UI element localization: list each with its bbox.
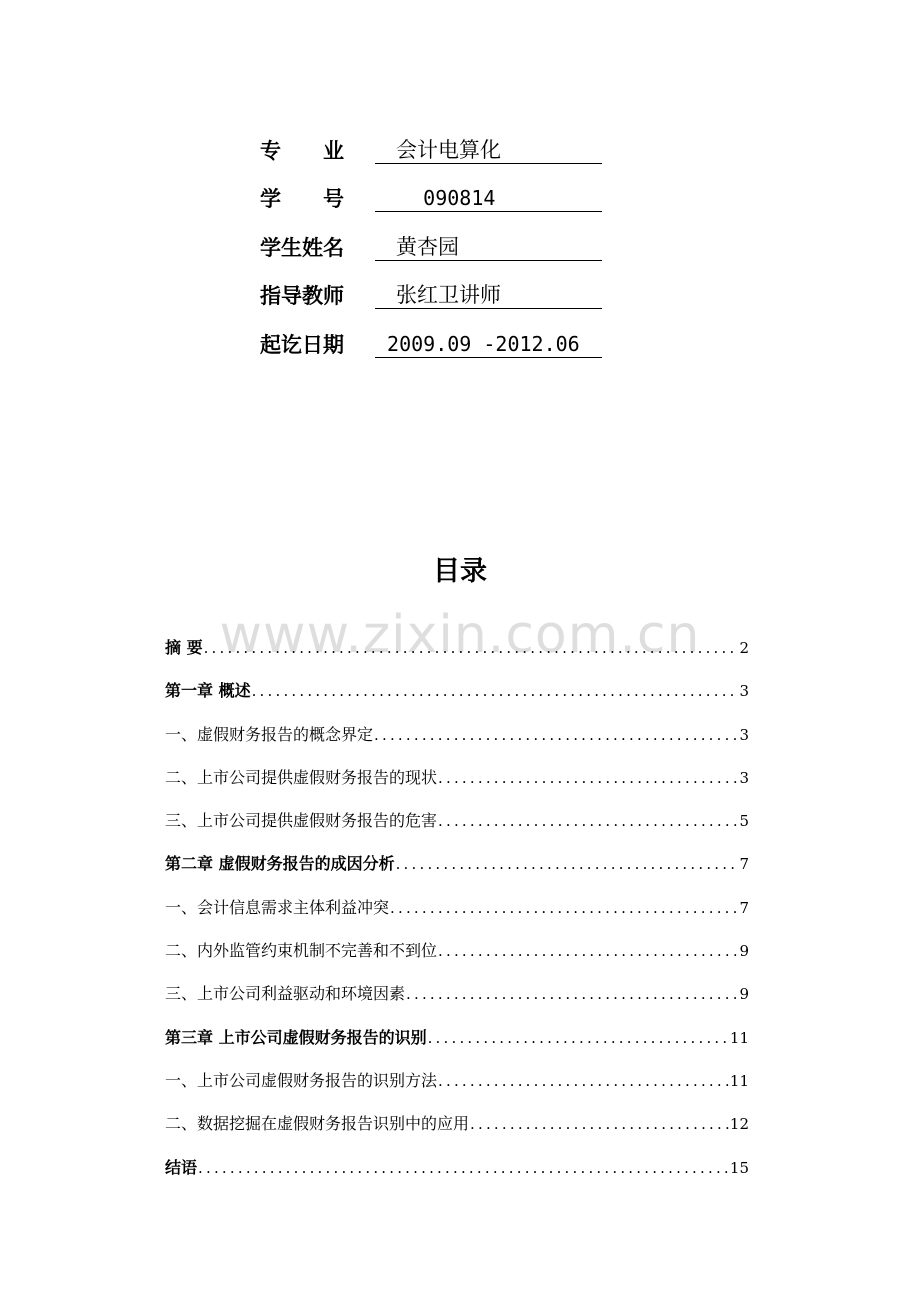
toc-leader-dots (470, 1109, 729, 1139)
toc-page-number: 15 (729, 1158, 749, 1177)
toc-page-number: 3 (739, 682, 749, 701)
info-label-student-name: 学生姓名 (260, 235, 344, 260)
info-label-advisor: 指导教师 (260, 284, 344, 308)
toc-item-2-3[interactable] (165, 979, 749, 1022)
toc-item-1-1[interactable] (165, 720, 749, 763)
toc-item-1-2[interactable] (165, 763, 749, 806)
toc-page-number: 3 (739, 768, 749, 787)
info-value-student-id: 090814 (375, 185, 602, 212)
toc-page-number: 12 (729, 1115, 749, 1134)
info-row-student-id (260, 164, 602, 213)
toc-page-number: 9 (739, 942, 749, 961)
toc-page-number: 5 (739, 812, 749, 831)
info-label-date-range: 起讫日期 (260, 332, 344, 357)
toc-page-number: 11 (729, 1071, 749, 1090)
toc-item-3-2[interactable] (165, 1109, 749, 1152)
info-value-student-name: 黄杏园 (375, 234, 602, 261)
toc-leader-dots (252, 676, 739, 706)
toc-page-number: 3 (739, 725, 749, 744)
toc-leader-dots (374, 720, 738, 750)
toc-item-text: 摘 要 (165, 638, 203, 657)
toc-item-conclusion[interactable] (165, 1153, 749, 1196)
toc-item-text: 第三章 上市公司虚假财务报告的识别 (165, 1027, 427, 1047)
toc-item-text: 第一章 概述 (165, 681, 251, 701)
toc-item-chapter-2[interactable] (165, 849, 749, 892)
toc-item-1-3[interactable] (165, 806, 749, 849)
toc-leader-dots (406, 979, 738, 1009)
info-row-advisor (260, 261, 602, 310)
toc-leader-dots (438, 806, 738, 836)
toc-leader-dots (390, 893, 738, 923)
toc-leader-dots (198, 1153, 729, 1183)
toc-leader-dots (438, 763, 738, 793)
toc-item-abstract[interactable] (165, 633, 749, 676)
toc-item-text: 三、上市公司提供虚假财务报告的危害 (165, 811, 438, 831)
toc-item-text: 第二章 虚假财务报告的成因分析 (165, 854, 395, 874)
info-value-major: 会计电算化 (375, 137, 602, 164)
toc-leader-dots (438, 936, 738, 966)
toc-page-number: 7 (739, 855, 749, 874)
toc-item-text: 一、上市公司虚假财务报告的识别方法 (165, 1070, 438, 1090)
info-value-date-range: 2009.09 -2012.06 (375, 331, 602, 358)
table-of-contents (165, 633, 749, 1196)
toc-item-3-1[interactable] (165, 1066, 749, 1109)
toc-page-number: 2 (739, 639, 749, 657)
toc-item-text: 一、会计信息需求主体利益冲突 (165, 897, 390, 917)
toc-page-number: 11 (729, 1028, 749, 1047)
toc-item-text: 二、上市公司提供虚假财务报告的现状 (165, 767, 438, 787)
info-row-major (260, 115, 602, 164)
toc-item-text: 三、上市公司利益驱动和环境因素 (165, 984, 406, 1004)
info-value-advisor: 张红卫讲师 (375, 282, 602, 309)
info-label-student-id: 学 号 (260, 187, 344, 211)
toc-leader-dots (396, 849, 739, 879)
info-row-student-name (260, 212, 602, 261)
toc-leader-dots (438, 1066, 729, 1096)
toc-item-text: 一、虚假财务报告的概念界定 (165, 724, 374, 744)
student-info-block (260, 115, 602, 358)
toc-page-number: 9 (739, 985, 749, 1004)
toc-leader-dots (428, 1023, 729, 1053)
toc-item-2-2[interactable] (165, 936, 749, 979)
info-label-major: 专 业 (260, 138, 344, 163)
toc-item-text: 二、数据挖掘在虚假财务报告识别中的应用 (165, 1114, 470, 1134)
watermark: www.zixin.com.cn (219, 605, 701, 665)
toc-page-number: 7 (739, 898, 749, 917)
info-row-date-range (260, 309, 602, 358)
toc-item-chapter-1[interactable] (165, 676, 749, 719)
toc-item-text: 二、内外监管约束机制不完善和不到位 (165, 941, 438, 961)
toc-item-text: 结语 (165, 1157, 198, 1177)
toc-item-2-1[interactable] (165, 893, 749, 936)
toc-leader-dots (204, 633, 739, 663)
toc-title: 目录 (433, 556, 487, 587)
toc-item-chapter-3[interactable] (165, 1023, 749, 1066)
